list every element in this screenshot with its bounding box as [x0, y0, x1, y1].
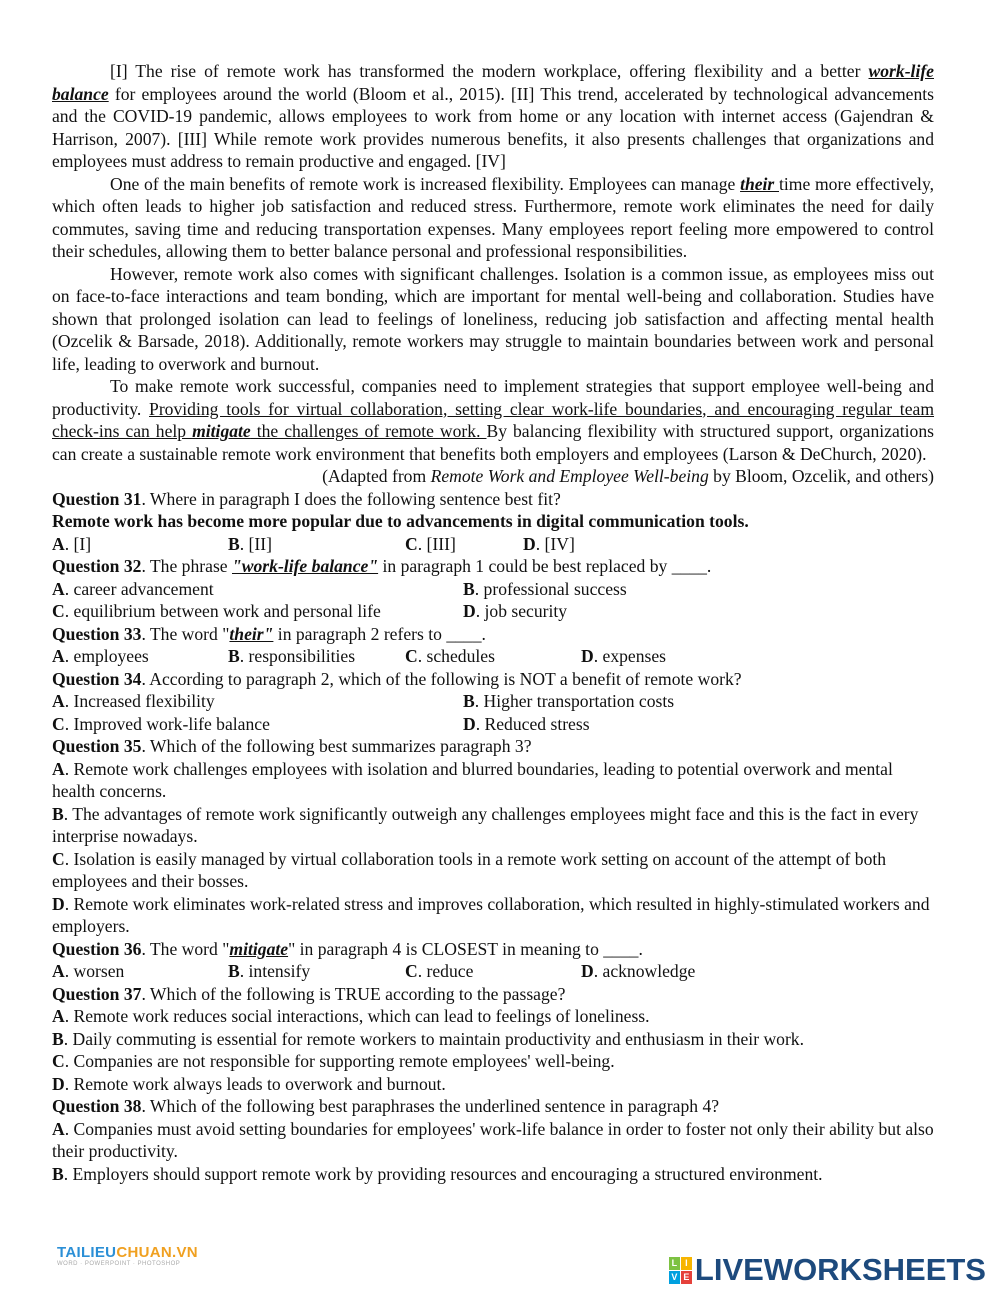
- option-text: . Companies must avoid setting boundaries for employees' work-life balance in order to foster not only their ability but also their productivity.: [52, 1118, 934, 1161]
- option-text: CHUAN.VN: [116, 1244, 198, 1261]
- option-d[interactable]: [52, 1073, 934, 1096]
- question-34-options-row1: [52, 690, 934, 713]
- option-text: . Reduced stress: [475, 713, 590, 734]
- option-letter: B: [228, 646, 240, 666]
- question-33: [52, 623, 934, 646]
- paragraph-2: [52, 173, 934, 263]
- source-title: Remote Work and Employee Well-being: [430, 466, 709, 486]
- option-c[interactable]: [405, 960, 473, 983]
- question-31: [52, 488, 934, 511]
- option-text: . career advancement: [64, 578, 214, 599]
- option-c[interactable]: [405, 533, 456, 556]
- option-c[interactable]: [52, 713, 270, 736]
- question-35: [52, 735, 934, 758]
- text: Providing tools for virtual collaboration, setting clear work-life boundaries, and encouraging regular team check-ins can help: [52, 398, 935, 441]
- option-letter: A: [52, 1118, 65, 1139]
- text: . The phrase: [141, 556, 232, 576]
- option-b[interactable]: [228, 533, 272, 556]
- option-text: E: [681, 1271, 692, 1284]
- option-a[interactable]: [52, 1118, 934, 1163]
- quoted-word: mitigate: [229, 938, 289, 959]
- option-d[interactable]: [523, 533, 575, 556]
- option-letter: B: [52, 803, 64, 824]
- option-b[interactable]: [52, 1028, 934, 1051]
- option-a[interactable]: [52, 690, 215, 713]
- option-text: . schedules: [417, 646, 495, 666]
- question-31-sentence: Remote work has become more popular due to advancements in digital communication tools.: [52, 511, 749, 531]
- question-32: [52, 555, 934, 578]
- text: time more effectively, which often leads to higher job satisfaction and reduced stress. Furthermore, remote work eliminates the need for daily commutes, saving time and reducing transportation expenses. Many employees report feeling more empowered to control their schedules, allowing them to better balance personal and professional responsibilities.: [52, 173, 934, 261]
- option-letter: A: [52, 646, 65, 666]
- text: . The word ": [141, 623, 230, 644]
- text: in paragraph 1 could be best replaced by ____.: [378, 556, 712, 576]
- option-text: I: [681, 1257, 692, 1270]
- option-a[interactable]: [52, 645, 149, 668]
- option-letter: A: [52, 758, 65, 779]
- option-text: . worsen: [64, 961, 125, 981]
- option-b[interactable]: [463, 578, 627, 601]
- text: By balancing flexibility with structured support, organizations can create a sustainable remote work environment that benefits both employers and employees (Larson & DeChurch, 2020).: [52, 421, 934, 464]
- question-31-options: [52, 533, 934, 556]
- option-text: . [IV]: [535, 533, 575, 554]
- option-text: . Daily commuting is essential for remote workers to maintain productivity and enthusiasm in their work.: [63, 1028, 805, 1049]
- question-number: Question 34: [52, 668, 142, 689]
- question-number: Question 31: [52, 488, 142, 509]
- option-letter: B: [463, 691, 475, 711]
- paragraph-3: However, remote work also comes with significant challenges. Isolation is a common issue, as employees miss out on face-to-face interactions and team bonding, which are important for mental well-being and collaboration. Studies have shown that prolonged isolation can lead to feelings of loneliness, reducing job satisfaction and affecting mental health (Ozcelik & Barsade, 2018). Additionally, remote workers may struggle to maintain boundaries between work and personal life, leading to overwork and burnout.: [52, 263, 934, 374]
- question-number: Question 33: [52, 623, 142, 644]
- paragraph-4: [52, 375, 934, 465]
- text: To make remote work successful, companies need to implement strategies that support employee well-being and productivity.: [52, 376, 934, 419]
- option-c[interactable]: [405, 645, 495, 668]
- option-b[interactable]: [52, 1163, 934, 1186]
- option-text: . Remote work always leads to overwork and burnout.: [64, 1073, 446, 1094]
- underlined-phrase-work-life-balance: work-life balance: [52, 61, 934, 104]
- underlined-word-their: their: [740, 173, 779, 194]
- option-text: . intensify: [239, 961, 311, 981]
- question-number: Question 37: [52, 983, 142, 1004]
- option-letter: A: [52, 533, 65, 554]
- option-text: . Higher transportation costs: [474, 691, 675, 711]
- option-letter: D: [52, 1073, 65, 1094]
- option-b[interactable]: [228, 645, 355, 668]
- option-text: L: [669, 1257, 680, 1270]
- option-text: WORD · POWERPOINT · PHOTOSHOP: [57, 1261, 181, 1267]
- option-text: . Increased flexibility: [64, 691, 215, 711]
- question-text: . Which of the following best summarizes paragraph 3?: [141, 736, 532, 756]
- source-citation: [52, 465, 934, 488]
- option-letter: C: [405, 961, 418, 981]
- option-text: . responsibilities: [239, 646, 356, 666]
- option-text: . The advantages of remote work significantly outweigh any challenges employees might face and this is the fact in every interprise nowadays.: [52, 803, 919, 846]
- question-text: . Which of the following is TRUE according to the passage?: [141, 983, 566, 1004]
- text: One of the main benefits of remote work is increased flexibility. Employees can manage: [110, 173, 741, 194]
- option-letter: D: [463, 713, 476, 734]
- option-text: . Employers should support remote work by providing resources and encouraging a structured environment.: [63, 1163, 823, 1184]
- option-text: . [II]: [239, 533, 272, 554]
- option-text: . Remote work eliminates work-related stress and improves collaboration, which resulted in highly-stimulated workers and employers.: [52, 893, 930, 936]
- text: for employees around the world (Bloom et al., 2015). [II] This trend, accelerated by technological advancements and the COVID-19 pandemic, allows employees to work from home or any location with internet access (Gajendran & Harrison, 2007). [III] While remote work provides numerous benefits, it also presents challenges that organizations and employees must address to remain productive and engaged. [IV]: [52, 83, 934, 171]
- option-d[interactable]: [52, 893, 934, 938]
- question-38: [52, 1095, 934, 1118]
- option-letter: D: [581, 961, 594, 981]
- option-letter: C: [52, 848, 65, 869]
- option-letter: D: [523, 533, 536, 554]
- option-d[interactable]: [581, 645, 666, 668]
- option-letter: D: [581, 646, 594, 666]
- option-letter: C: [52, 601, 65, 621]
- option-text: . Improved work-life balance: [64, 713, 270, 734]
- option-text: . [I]: [64, 533, 92, 554]
- underlined-word-mitigate: mitigate: [192, 421, 251, 441]
- question-number: Question 35: [52, 736, 142, 756]
- option-text: . [III]: [417, 533, 456, 554]
- option-d[interactable]: [463, 600, 567, 623]
- option-text: . job security: [475, 601, 568, 621]
- question-33-options: [52, 645, 934, 668]
- text: in paragraph 2 refers to ____.: [273, 623, 486, 644]
- option-b[interactable]: [463, 690, 674, 713]
- question-36: [52, 938, 934, 961]
- question-36-options: [52, 960, 934, 983]
- option-b[interactable]: [228, 960, 310, 983]
- option-letter: B: [228, 961, 240, 981]
- option-a[interactable]: [52, 1005, 934, 1028]
- option-letter: B: [52, 1028, 64, 1049]
- option-d[interactable]: [463, 713, 590, 736]
- worksheet-page: [52, 60, 934, 1185]
- text: (Adapted from: [322, 466, 431, 486]
- option-d[interactable]: [581, 960, 695, 983]
- option-text: . equilibrium between work and personal life: [64, 601, 381, 621]
- liveworksheets-text: LIVEWORKSHEETS: [694, 1252, 986, 1287]
- option-text: . Isolation is easily managed by virtual collaboration tools in a remote work setting on account of the attempt of both employees and their bosses.: [52, 848, 887, 891]
- paragraph-1: [52, 60, 934, 173]
- option-text: . employees: [64, 646, 149, 666]
- option-letter: C: [405, 533, 418, 554]
- option-letter: B: [463, 578, 475, 599]
- option-text: . reduce: [417, 961, 474, 981]
- option-text: . Companies are not responsible for supporting remote employees' well-being.: [64, 1051, 615, 1071]
- option-a[interactable]: [52, 533, 91, 556]
- question-34-options-row2: [52, 713, 934, 736]
- live-grid-icon: [669, 1257, 692, 1284]
- text: " in paragraph 4 is CLOSEST in meaning to ____.: [288, 938, 643, 959]
- option-letter: B: [52, 1163, 64, 1184]
- option-text: . acknowledge: [593, 961, 696, 981]
- question-number: Question 38: [52, 1096, 142, 1116]
- tailieuchuan-logo: [57, 1244, 198, 1267]
- option-letter: D: [463, 601, 476, 621]
- option-letter: D: [52, 893, 65, 914]
- option-text: . professional success: [474, 578, 627, 599]
- option-letter: C: [52, 1051, 65, 1071]
- option-text: . expenses: [593, 646, 667, 666]
- question-32-options-row1: [52, 578, 934, 601]
- quoted-phrase: "work-life balance": [232, 556, 379, 576]
- option-text: . Remote work challenges employees with isolation and blurred boundaries, leading to potential overwork and mental health concerns.: [52, 758, 893, 801]
- option-letter: A: [52, 691, 65, 711]
- quoted-word: their": [229, 623, 274, 644]
- option-letter: A: [52, 961, 65, 981]
- text: . The word ": [141, 938, 230, 959]
- question-number: Question 32: [52, 556, 142, 576]
- question-37: [52, 983, 934, 1006]
- option-text: . Remote work reduces social interactions, which can lead to feelings of loneliness.: [64, 1006, 650, 1026]
- option-letter: B: [228, 533, 240, 554]
- question-34: [52, 668, 934, 691]
- question-text: . Which of the following best paraphrases the underlined sentence in paragraph 4?: [141, 1096, 720, 1116]
- text: the challenges of remote work.: [250, 421, 487, 441]
- liveworksheets-logo: [669, 1252, 986, 1288]
- option-a[interactable]: [52, 578, 214, 601]
- option-letter: A: [52, 578, 65, 599]
- question-32-options-row2: [52, 600, 934, 623]
- option-c[interactable]: [52, 1050, 934, 1073]
- question-text: . According to paragraph 2, which of the following is NOT a benefit of remote work?: [141, 668, 742, 689]
- option-c[interactable]: [52, 848, 934, 893]
- text: by Bloom, Ozcelik, and others): [708, 466, 934, 486]
- option-b[interactable]: [52, 803, 934, 848]
- option-letter: A: [52, 1006, 65, 1026]
- question-number: Question 36: [52, 938, 142, 959]
- option-text: TAILIEU: [57, 1244, 117, 1261]
- option-a[interactable]: [52, 758, 934, 803]
- option-a[interactable]: [52, 960, 124, 983]
- option-letter: C: [52, 713, 65, 734]
- option-text: V: [669, 1271, 680, 1284]
- text: [I] The rise of remote work has transformed the modern workplace, offering flexibility and a better: [110, 61, 869, 81]
- option-letter: C: [405, 646, 418, 666]
- question-text: . Where in paragraph I does the following sentence best fit?: [141, 488, 561, 509]
- option-c[interactable]: [52, 600, 381, 623]
